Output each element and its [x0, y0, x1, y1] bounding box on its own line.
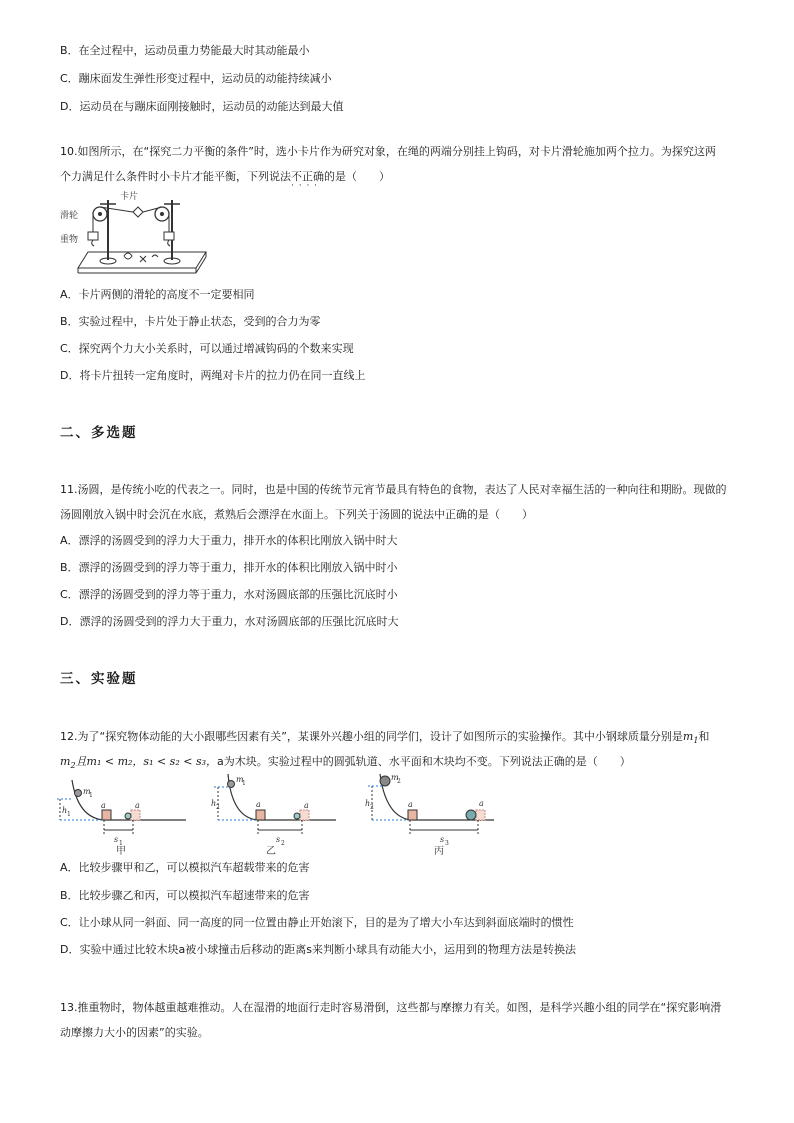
- q12-option-c: C．让小球从同一斜面、同一高度的同一位置由静止开始滚下，目的是为了增大小车达到斜面底端时的惯性: [60, 916, 574, 929]
- q10-label-weight: 重物: [60, 235, 79, 245]
- q12-option-b: B．比较步骤乙和丙，可以模拟汽车超速带来的危害: [60, 889, 310, 902]
- q10-label-card: 卡片: [120, 192, 139, 202]
- svg-text:s: s: [114, 835, 119, 844]
- q10-option-a: A．卡片两侧的滑轮的高度不一定要相同: [60, 288, 255, 301]
- q10-figure: [60, 190, 210, 276]
- svg-text:m: m: [236, 775, 244, 784]
- q12-figure-yi: [210, 770, 340, 856]
- svg-text:h: h: [62, 806, 68, 815]
- svg-text:m: m: [391, 773, 399, 782]
- q11-option-c: C．漂浮的汤圆受到的浮力等于重力，水对汤圆底部的压强比沉底时小: [60, 588, 398, 601]
- q12-and: 和: [698, 730, 710, 743]
- q9-option-b: B．在全过程中，运动员重力势能最大时其动能最小: [60, 44, 310, 57]
- svg-text:a: a: [101, 801, 106, 810]
- q10-option-d: D．将卡片扭转一定角度时，两绳对卡片的拉力仍在同一直线上: [60, 369, 366, 382]
- svg-text:3: 3: [445, 840, 449, 847]
- svg-text:1: 1: [89, 792, 93, 799]
- svg-text:h: h: [365, 799, 371, 808]
- q11-option-d: D．漂浮的汤圆受到的浮力大于重力，水对汤圆底部的压强比沉底时大: [60, 615, 399, 628]
- svg-text:a: a: [479, 799, 484, 808]
- q9-option-c: C．蹦床面发生弹性形变过程中，运动员的动能持续减小: [60, 72, 332, 85]
- q12-stem-line2: [60, 755, 631, 773]
- svg-text:a: a: [135, 801, 140, 810]
- q10-option-c: C．探究两个力大小关系时，可以通过增减钩码的个数来实现: [60, 342, 354, 355]
- q12-m2: $m_2$: [60, 755, 76, 771]
- svg-text:s: s: [276, 835, 281, 844]
- svg-text:2: 2: [397, 778, 401, 785]
- q12-condition: 且m₁ < m₂，s₁ < s₂ < s₃，: [75, 755, 218, 768]
- q10-emphasis-not-correct: 不正确 · · · ·: [291, 170, 324, 183]
- section-experiment-heading: 三、实验题: [60, 671, 138, 687]
- q10-stem-line2-a: 个力满足什么条件时小卡片才能平衡，下列说法: [60, 170, 291, 183]
- section-multiple-choice-heading: 二、多选题: [60, 425, 138, 441]
- svg-text:m: m: [83, 787, 91, 796]
- svg-text:1: 1: [119, 840, 123, 847]
- svg-text:a: a: [256, 800, 261, 809]
- q11-stem-line1: 11.汤圆，是传统小吃的代表之一。同时，也是中国的传统节元宵节最具有特色的食物，表达了人民对幸福生活的一种向往和期盼。现做的: [60, 483, 727, 496]
- q9-option-d: D．运动员在与蹦床面刚接触时，运动员的动能达到最大值: [60, 100, 344, 113]
- q12-figure-label-bing: 丙: [434, 846, 444, 856]
- q13-stem-line2: 动摩擦力大小的因素”的实验。: [60, 1026, 209, 1039]
- q10-stem-line2: [60, 170, 390, 184]
- svg-text:a: a: [408, 800, 413, 809]
- q11-option-b: B．漂浮的汤圆受到的浮力等于重力，排开水的体积比刚放入锅中时小: [60, 561, 398, 574]
- svg-text:2: 2: [370, 804, 374, 811]
- svg-text:h: h: [211, 799, 217, 808]
- svg-text:a: a: [304, 801, 309, 810]
- q10-stem-line2-b: 的是（ ）: [324, 170, 390, 183]
- q12-figure-label-yi: 乙: [266, 846, 276, 856]
- q11-option-a: A．漂浮的汤圆受到的浮力大于重力，排开水的体积比刚放入锅中时大: [60, 534, 398, 547]
- q13-stem-line1: 13.推重物时，物体越重越难推动。人在湿滑的地面行走时容易滑倒，这些都与摩擦力有关。如图，是科学兴趣小组的同学在“探究影响滑: [60, 1001, 722, 1014]
- q10-stem-line1: 10.如图所示，在“探究二力平衡的条件”时，选小卡片作为研究对象，在绳的两端分别挂上钩码，对卡片滑轮施加两个拉力。为探究这两: [60, 145, 716, 158]
- svg-text:s: s: [440, 835, 445, 844]
- q12-option-a: A．比较步骤甲和乙，可以模拟汽车超载带来的危害: [60, 861, 310, 874]
- q11-stem-line2: 汤圆刚放入锅中时会沉在水底，煮熟后会漂浮在水面上。下列关于汤圆的说法中正确的是（ ）: [60, 508, 533, 521]
- q12-figure-bing: [364, 770, 498, 856]
- q12-figure-jia: [56, 778, 190, 856]
- q10-label-pulley: 滑轮: [60, 211, 79, 221]
- q12-stem-line1-text: 12.为了“探究物体动能的大小跟哪些因素有关”，某课外兴趣小组的同学们，设计了如图所示的实验操作。其中小钢球质量分别是: [60, 730, 683, 743]
- q12-stem-line1: [60, 730, 709, 748]
- svg-text:1: 1: [67, 811, 71, 818]
- q10-option-b: B．实验过程中，卡片处于静止状态，受到的合力为零: [60, 315, 321, 328]
- svg-text:2: 2: [216, 804, 220, 811]
- svg-text:1: 1: [242, 780, 246, 787]
- svg-text:2: 2: [281, 840, 285, 847]
- q12-m1: $m_1$: [682, 730, 699, 746]
- q12-option-d: D．实验中通过比较木块a被小球撞击后移动的距离s来判断小球具有动能大小，运用到的物理方法是转换法: [60, 943, 576, 956]
- q12-stem-line2-rest: a为木块。实验过程中的圆弧轨道、水平面和木块均不变。下列说法正确的是（ ）: [217, 755, 631, 768]
- q12-figure-label-jia: 甲: [116, 846, 126, 856]
